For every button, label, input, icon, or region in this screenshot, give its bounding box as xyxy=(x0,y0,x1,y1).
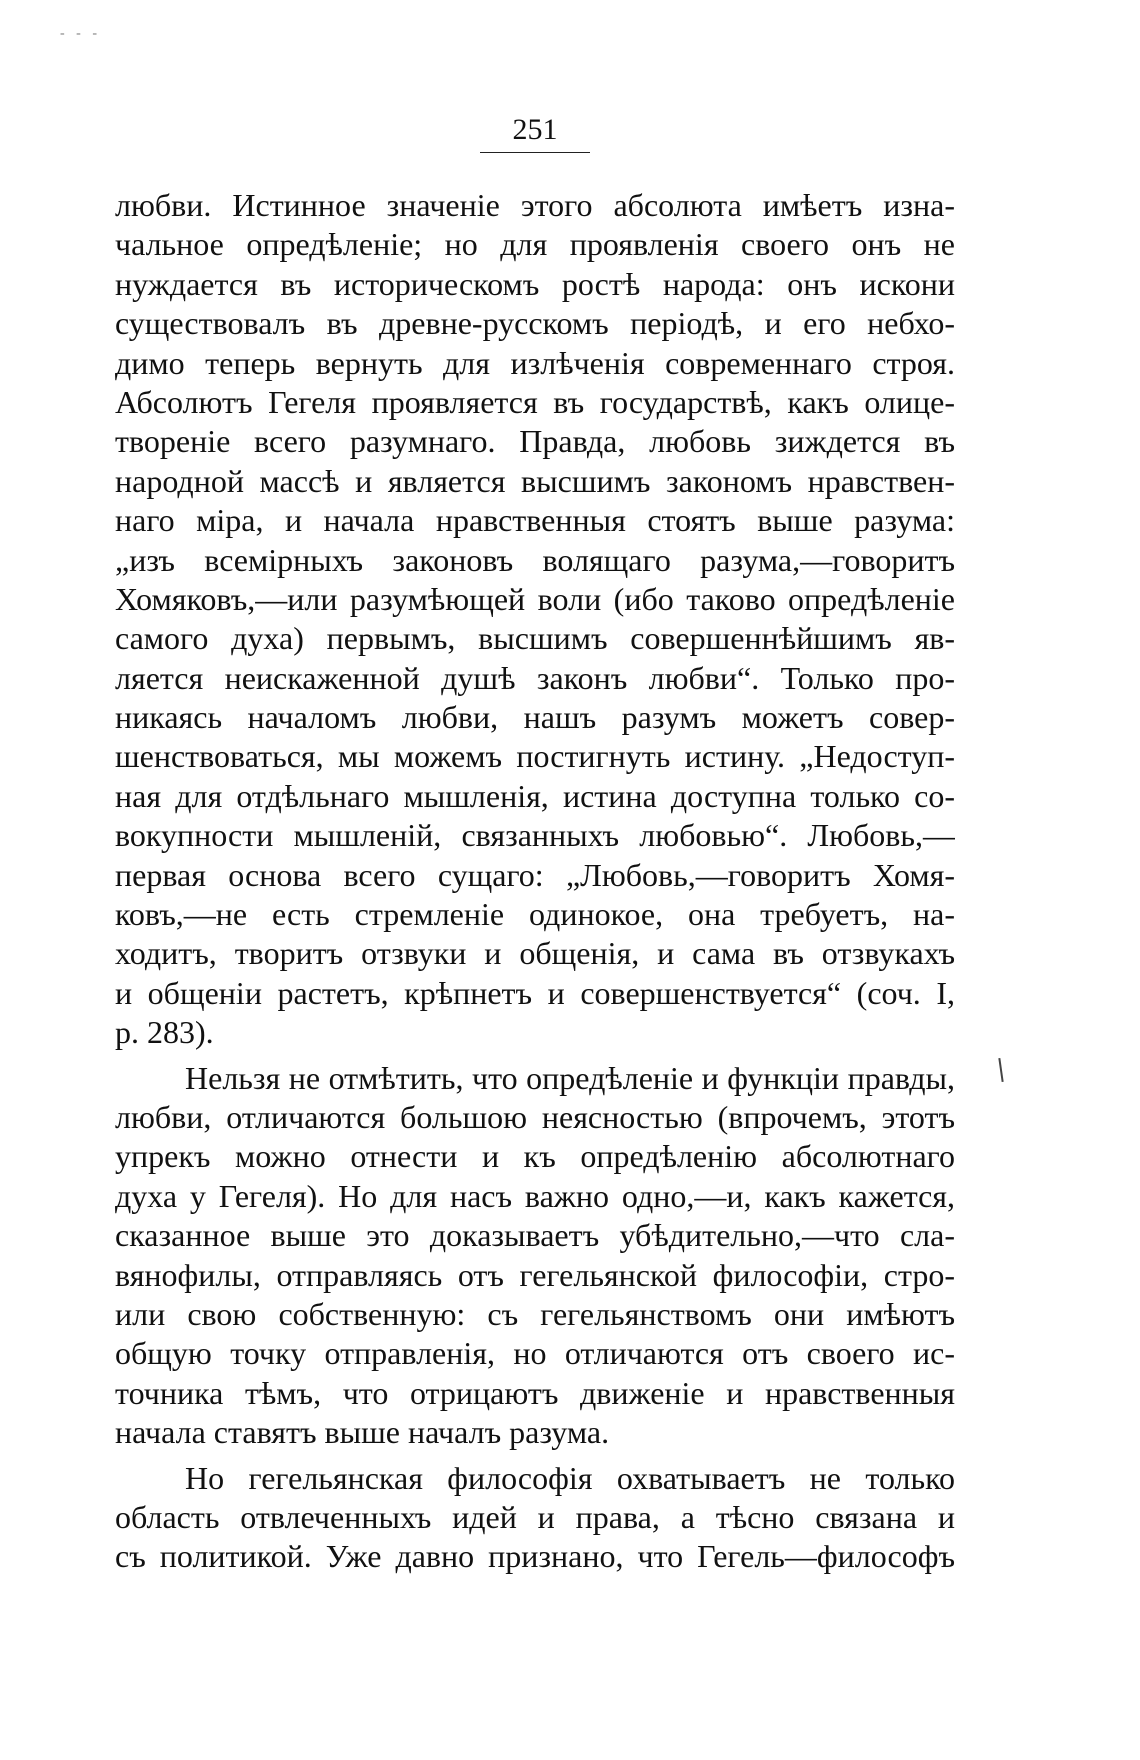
text-line: Абсолютъ Гегеля проявляется въ государствѣ, какъ олице- xyxy=(115,383,955,420)
text-line: первая основа всего сущаго: „Любовь,—говоритъ Хомя- xyxy=(115,856,955,893)
text-line: р. 283). xyxy=(115,1014,214,1051)
text-line: шенствоваться, мы можемъ постигнуть истину. „Недоступ- xyxy=(115,738,955,775)
text-line: ходитъ, творитъ отзвуки и общенія, и сама въ отзвукахъ xyxy=(115,935,955,972)
text-line: сказанное выше это доказываетъ убѣдительно,—что сла- xyxy=(115,1217,955,1254)
text-line: любви, отличаются большою неясностью (впрочемъ, этотъ xyxy=(115,1098,955,1135)
text-line: вянофилы, отправляясь отъ гегельянской философіи, стро- xyxy=(115,1256,955,1293)
text-line: наго міра, и начала нравственныя стоятъ выше разума: xyxy=(115,502,955,539)
text-line: начала ставятъ выше началъ разума. xyxy=(115,1414,610,1451)
text-line: „изъ всемірныхъ законовъ волящаго разума,—говоритъ xyxy=(115,541,955,578)
margin-pencil-mark xyxy=(998,1058,1003,1082)
text-line: общую точку отправленія, но отличаются отъ своего ис- xyxy=(115,1335,955,1372)
text-line: Хомяковъ,—или разумѣющей воли (ибо таково опредѣленіе xyxy=(115,580,955,617)
text-line: или свою собственную: съ гегельянствомъ они имѣютъ xyxy=(115,1295,955,1332)
text-line: область отвлеченныхъ идей и права, а тѣсно связана и xyxy=(115,1498,955,1535)
text-line: народной массѣ и является высшимъ закономъ нравствен- xyxy=(115,462,955,499)
text-line: ная для отдѣльнаго мышленія, истина доступна только со- xyxy=(115,777,955,814)
text-line: ляется неискаженной душѣ законъ любви“. Только про- xyxy=(115,659,955,696)
paragraph-start-line: Но гегельянская философія охватываетъ не только xyxy=(185,1459,955,1496)
text-line: вокупности мышленій, связанныхъ любовью“. Любовь,— xyxy=(115,817,955,854)
paragraph-start-line: Нельзя не отмѣтить, что опредѣленіе и функціи правды, xyxy=(185,1059,955,1096)
text-line: самого духа) первымъ, высшимъ совершеннѣйшимъ яв- xyxy=(115,620,955,657)
corner-mark: - - - xyxy=(60,26,101,41)
page-number: 251 xyxy=(480,112,590,153)
text-line: нуждается въ историческомъ ростѣ народа: онъ искони xyxy=(115,265,955,302)
body-text xyxy=(115,186,955,1577)
text-line: и общеніи растетъ, крѣпнетъ и совершенствуется“ (соч. I, xyxy=(115,974,955,1011)
text-line: димо теперь вернуть для излѣченія современнаго строя. xyxy=(115,344,955,381)
text-line: ковъ,—не есть стремленіе одинокое, она требуетъ, на- xyxy=(115,896,955,933)
text-line: упрекъ можно отнести и къ опредѣленію абсолютнаго xyxy=(115,1138,955,1175)
text-line: существовалъ въ древне-русскомъ періодѣ, и его небхо- xyxy=(115,305,955,342)
text-line: чальное опредѣленіе; но для проявленія своего онъ не xyxy=(115,226,955,263)
text-line: любви. Истинное значеніе этого абсолюта имѣетъ изна- xyxy=(115,187,955,223)
text-line: точника тѣмъ, что отрицаютъ движеніе и нравственныя xyxy=(115,1374,955,1411)
text-line: никаясь началомъ любви, нашъ разумъ можетъ совер- xyxy=(115,699,955,736)
text-line: духа у Гегеля). Но для насъ важно одно,—и, какъ кажется, xyxy=(115,1177,955,1214)
text-line: твореніе всего разумнаго. Правда, любовь зиждется въ xyxy=(115,423,955,460)
text-line: съ политикой. Уже давно признано, что Гегель—философъ xyxy=(115,1538,955,1575)
